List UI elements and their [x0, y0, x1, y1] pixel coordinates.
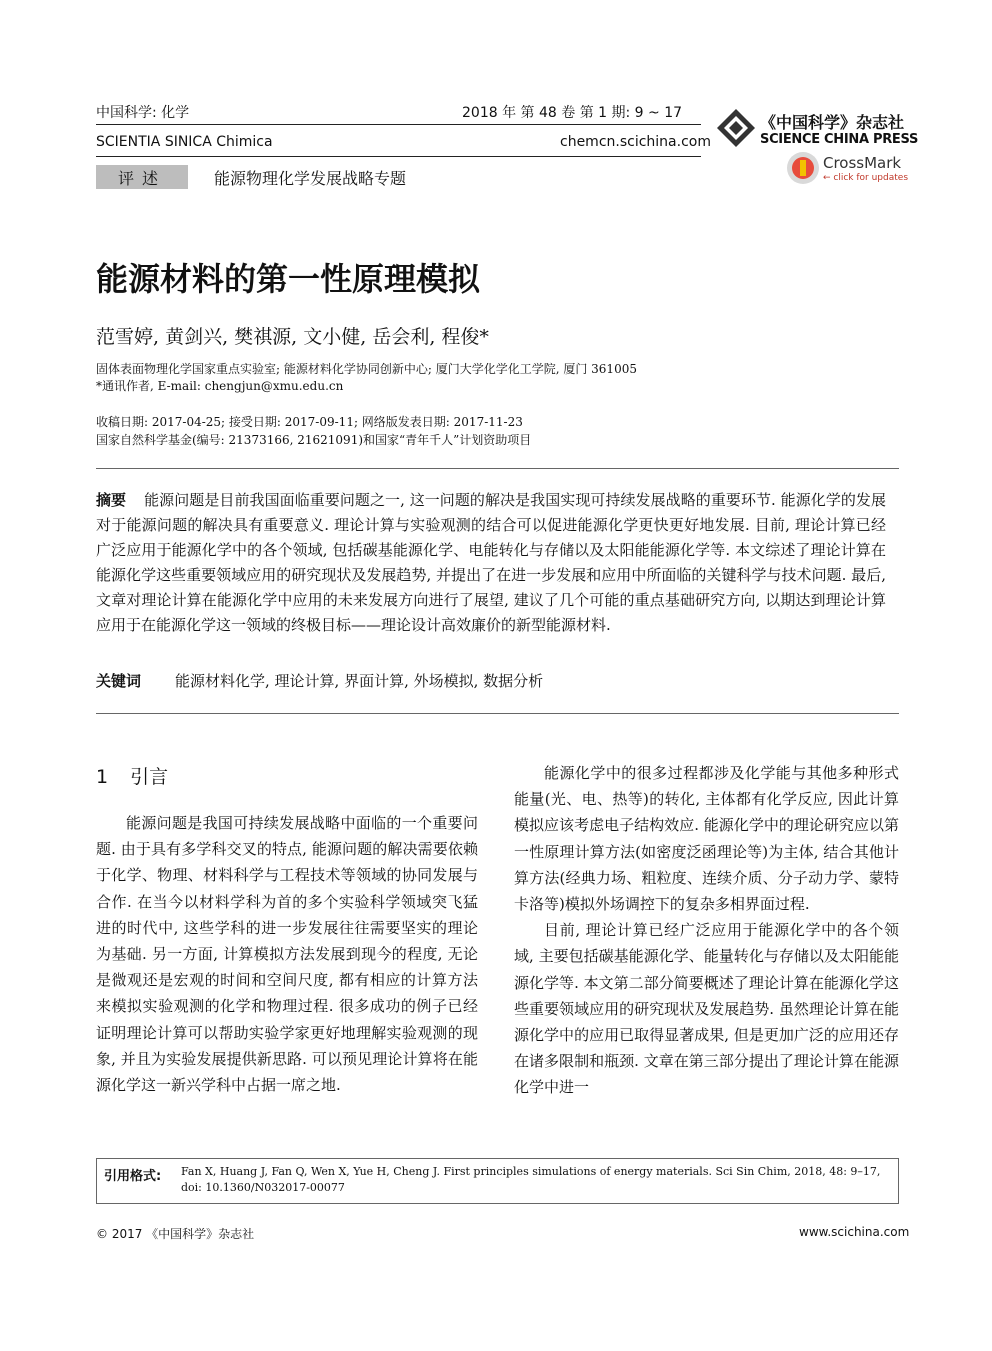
funding-note: 国家自然科学基金(编号: 21373166, 21621091)和国家“青年千人”计划资助项目	[96, 433, 532, 447]
abstract-text: 能源问题是目前我国面临重要问题之一, 这一问题的解决是我国实现可持续发展战略的重要环节. 能源化学的发展对于能源问题的解决具有重要意义. 理论计算与实验观测的结合可以促进能源化学更快更好地发展. 目前, 理论计算已经广泛应用于能源化学中的各个领域, 包括碳基能源化学、电能转化与存储以及太阳能能源化学等. 本文综述了理论计算在能源化学这些重要领域应用的研究现状及发展趋势, 并提出了在进一步发展和应用中所面临的关键科学与技术问题. 最后, 文章对理论计算在能源化学中应用的未来发展方向进行了展望, 建议了几个可能的重点基础研究方向, 以期达到理论计算应用于在能源化学这一领域的终极目标——理论设计高效廉价的新型能源材料.	[96, 491, 886, 634]
section-title: 引言	[130, 766, 169, 788]
category-label: 评述	[117, 169, 166, 188]
abstract-label: 摘要	[96, 491, 127, 509]
body-column-right	[514, 760, 899, 1101]
affiliation: 固体表面物理化学国家重点实验室; 能源材料化学协同创新中心; 厦门大学化学化工学院, 厦门 361005	[96, 362, 637, 376]
crossmark-label[interactable]: CrossMark	[823, 154, 902, 172]
journal-name-cn: 中国科学: 化学	[96, 105, 190, 121]
header-rule-top	[96, 124, 701, 125]
paragraph: 目前, 理论计算已经广泛应用于能源化学中的各个领域, 主要包括碳基能源化学、能量转化与存储以及太阳能能源化学等. 本文第二部分简要概述了理论计算在能源化学这些重要领域应用的研究现状及发展趋势. 虽然理论计算在能源化学中的应用已取得显著成果, 但是更加广泛的应用还存在诸多限制和瓶颈. 文章在第三部分提出了理论计算在能源化学中进一	[514, 921, 899, 1097]
keywords	[96, 670, 543, 691]
abstract	[96, 488, 886, 638]
article-dates: 收稿日期: 2017-04-25; 接受日期: 2017-09-11; 网络版发表日期: 2017-11-23	[96, 415, 523, 429]
section-number: 1	[96, 766, 109, 788]
paragraph: 能源化学中的很多过程都涉及化学能与其他多种形式能量(光、电、热等)的转化, 主体都有化学反应, 因此计算模拟应该考虑电子结构效应. 能源化学中的理论研究应以第一性原理计算方法(如密度泛函理论等)为主体, 结合其他计算方法(经典力场、粗粒度、连续介质、分子动力学、蒙特卡洛等)模拟外场调控下的复杂多相界面过程.	[514, 764, 899, 914]
keywords-text: 能源材料化学, 理论计算, 界面计算, 外场模拟, 数据分析	[175, 672, 544, 690]
author-list: 范雪婷, 黄剑兴, 樊祺源, 文小健, 岳会利, 程俊*	[96, 326, 489, 348]
publisher-name-cn: 《中国科学》杂志社	[760, 113, 905, 132]
header-rule-bottom	[96, 156, 701, 157]
citation-label: 引用格式:	[104, 1169, 162, 1184]
abstract-rule-bottom	[96, 713, 899, 714]
crossmark-updates-link[interactable]: ← click for updates	[823, 173, 909, 183]
article-title: 能源材料的第一性原理模拟	[96, 260, 481, 298]
journal-name-en: SCIENTIA SINICA Chimica	[96, 134, 273, 150]
paragraph: 能源问题是我国可持续发展战略中面临的一个重要问题. 由于具有多学科交叉的特点, 能源问题的解决需要依赖于化学、物理、材料科学与工程技术等领域的协同发展与合作. 在当今以材料学科为首的多个实验科学领域突飞猛进的时代中, 这些学科的进一步发展往往需要坚实的理论为基础. 另一方面, 计算模拟方法发展到现今的程度, 无论是微观还是宏观的时间和空间尺度, 都有相应的计算方法来模拟实验观测的化学和物理过程. 很多成功的例子已经证明理论计算可以帮助实验学家更好地理解实验观测的现象, 并且为实验发展提供新思路. 可以预见理论计算将在能源化学这一新兴学科中占据一席之地.	[96, 814, 478, 1095]
topic-label: 能源物理化学发展战略专题	[214, 169, 407, 188]
footer-url[interactable]: www.scichina.com	[799, 1225, 910, 1239]
keywords-label: 关键词	[96, 672, 142, 690]
copyright: © 2017 《中国科学》杂志社	[96, 1227, 255, 1241]
body-column-left	[96, 810, 478, 1098]
citation-text: Fan X, Huang J, Fan Q, Wen X, Yue H, Cheng J. First principles simulations of energy materials. Sci Sin Chim, 2018, 48: 9–17, doi: 10.1360/N032017-00077	[181, 1165, 881, 1194]
journal-url[interactable]: chemcn.scichina.com	[560, 134, 711, 150]
corresponding-author: *通讯作者, E-mail: chengjun@xmu.edu.cn	[96, 379, 344, 393]
section-heading	[96, 762, 168, 789]
crossmark-icon[interactable]	[786, 151, 820, 185]
abstract-rule-top	[96, 468, 899, 469]
publisher-logo-icon	[716, 108, 756, 148]
publisher-name-en: SCIENCE CHINA PRESS	[760, 132, 919, 147]
issue-info: 2018 年 第 48 卷 第 1 期: 9 ~ 17	[462, 105, 683, 121]
